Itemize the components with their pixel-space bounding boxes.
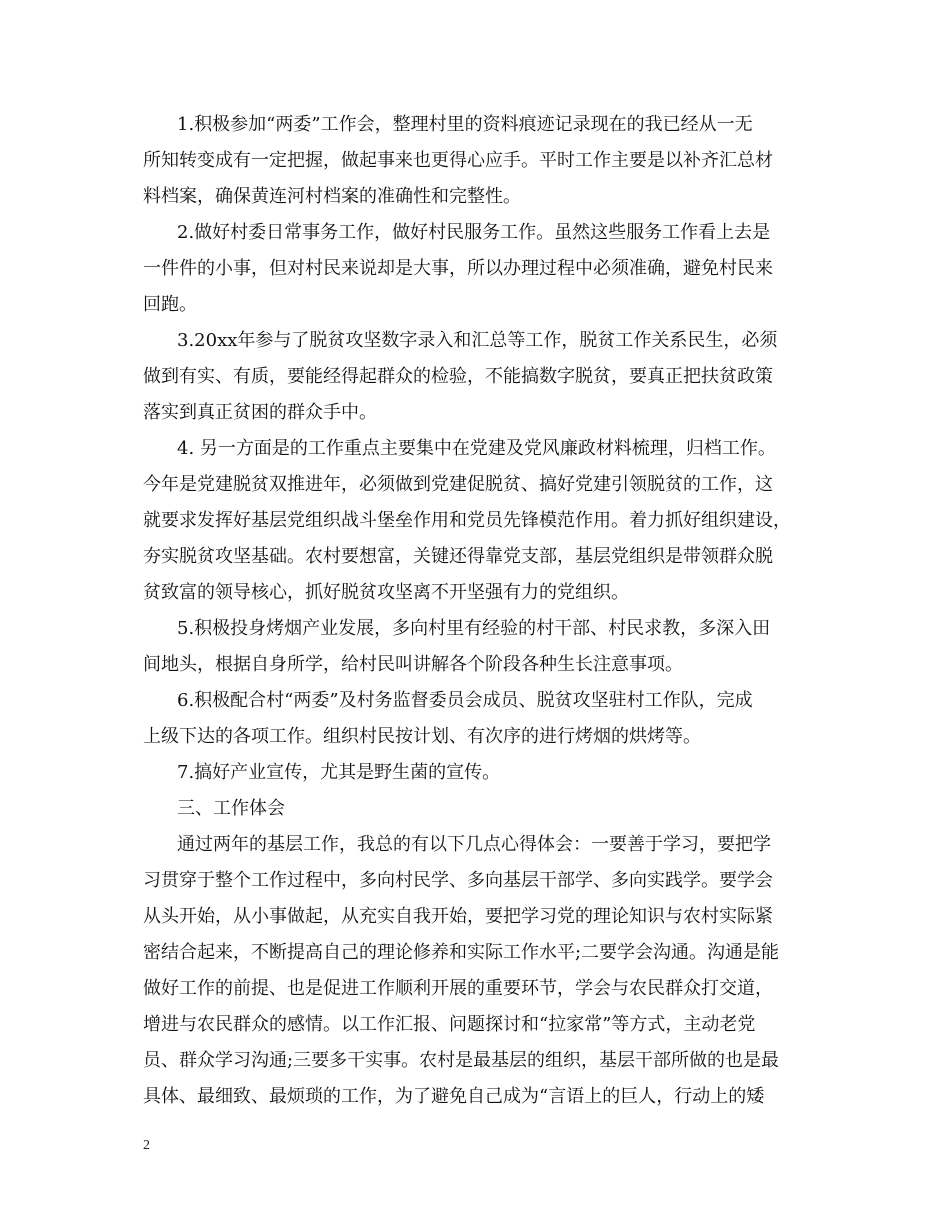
paragraph-line: 3.20xx年参与了脱贫攻坚数字录入和汇总等工作，脱贫工作关系民生，必须 [177,330,778,351]
paragraph-line: 2.做好村委日常事务工作，做好村民服务工作。虽然这些服务工作看上去是 [177,222,771,243]
paragraph-line: 夯实脱贫攻坚基础。农村要想富，关键还得靠党支部，基层党组织是带领群众脱 [143,546,773,567]
paragraph-line: 密结合起来，不断提高自己的理论修养和实际工作水平;二要学会沟通。沟通是能 [143,942,780,963]
paragraph-line: 做到有实、有质，要能经得起群众的检验，不能搞数字脱贫，要真正把扶贫政策 [143,366,773,387]
paragraph-line: 5.积极投身烤烟产业发展，多向村里有经验的村干部、村民求教，多深入田 [177,618,771,639]
paragraph-line: 今年是党建脱贫双推进年，必须做到党建促脱贫、搞好党建引领脱贫的工作，这 [143,474,773,495]
paragraph-line: 员、群众学习沟通;三要多干实事。农村是最基层的组织，基层干部所做的也是最 [143,1050,780,1071]
paragraph-line: 4. 另一方面是的工作重点主要集中在党建及党风廉政材料梳理，归档工作。 [177,438,776,459]
paragraph-line: 所知转变成有一定把握，做起事来也更得心应手。平时工作主要是以补齐汇总材 [143,150,773,171]
paragraph-line: 就要求发挥好基层党组织战斗堡垒作用和党员先锋模范作用。着力抓好组织建设， [143,510,791,531]
paragraph-line: 7.搞好产业宣传，尤其是野生菌的宣传。 [177,762,501,783]
paragraph-line: 贫致富的领导核心，抓好脱贫攻坚离不开坚强有力的党组织。 [143,582,629,603]
paragraph-line: 做好工作的前提、也是促进工作顺利开展的重要环节，学会与农民群众打交道， [143,978,773,999]
section-heading: 三、工作体会 [177,798,285,819]
paragraph-line: 间地头，根据自身所学，给村民叫讲解各个阶段各种生长注意事项。 [143,654,683,675]
paragraph-line: 料档案，确保黄连河村档案的准确性和完整性。 [143,186,521,207]
paragraph-line: 落实到真正贫困的群众手中。 [143,402,377,423]
paragraph-line: 6.积极配合村“两委”及村务监督委员会成员、脱贫攻坚驻村工作队，完成 [177,690,753,711]
page-number: 2 [143,1138,150,1153]
paragraph-line: 一件件的小事，但对村民来说却是大事，所以办理过程中必须准确，避免村民来 [143,258,773,279]
paragraph-line: 习贯穿于整个工作过程中，多向村民学、多向基层干部学、多向实践学。要学会 [143,870,773,891]
paragraph-line: 回跑。 [143,294,197,315]
paragraph-line: 增进与农民群众的感情。以工作汇报、问题探讨和“拉家常”等方式，主动老党 [143,1014,756,1035]
paragraph-line: 具体、最细致、最烦琐的工作，为了避免自己成为“言语上的巨人，行动上的矮 [143,1086,765,1107]
paragraph-line: 1.积极参加“两委”工作会，整理村里的资料痕迹记录现在的我已经从一无 [177,114,753,135]
paragraph-line: 通过两年的基层工作，我总的有以下几点心得体会：一要善于学习，要把学 [177,834,771,855]
paragraph-line: 上级下达的各项工作。组织村民按计划、有次序的进行烤烟的烘烤等。 [143,726,701,747]
paragraph-line: 从头开始，从小事做起，从充实自我开始，要把学习党的理论知识与农村实际紧 [143,906,773,927]
